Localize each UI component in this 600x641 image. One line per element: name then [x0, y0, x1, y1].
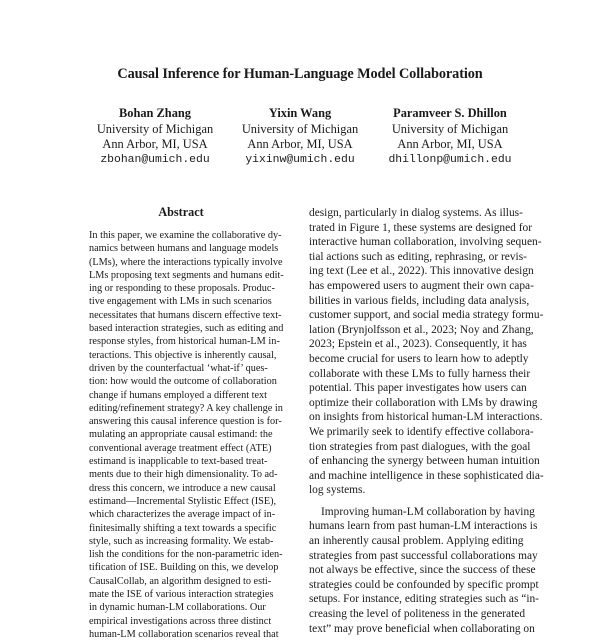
body-line: 2023; Epstein et al., 2023). Consequently, it has	[309, 338, 527, 351]
abstract-line: CausalCollab, an algorithm designed to esti-	[89, 575, 272, 587]
abstract-heading: Abstract	[158, 205, 204, 219]
abstract-line: driven by the counterfactual ‘what-if’ ques-	[89, 362, 268, 374]
body-line: setups. For instance, editing strategies such as “in-	[309, 593, 539, 606]
author-location: Ann Arbor, MI, USA	[102, 137, 208, 151]
abstract-line: style, such as increasing formality. We estab-	[89, 535, 274, 547]
body-line: lation (Brynjolfsson et al., 2023; Noy and Zhang,	[309, 323, 534, 336]
abstract-line: response styles, from historical human-LM in-	[89, 336, 280, 348]
abstract-line: in dynamic human-LM collaborations. Our	[89, 602, 266, 614]
abstract-text	[89, 229, 284, 641]
body-line: text” may prove beneficial when collaborating on	[309, 622, 535, 635]
body-line: creasing the level of politeness in the generated	[309, 608, 526, 621]
body-line: design, particularly in dialog systems. As illus-	[309, 207, 523, 219]
body-line: strategies from past successful collaborations may	[309, 549, 538, 562]
author-name: Yixin Wang	[268, 106, 332, 120]
abstract-line: finitesimally shifting a text towards a specific	[89, 522, 277, 534]
body-line: We primarily seek to identify effective collabora-	[309, 425, 534, 438]
body-line: ing text (Lee et al., 2022). This innovative design	[309, 265, 534, 278]
abstract-line: empirical investigations across three distinct	[89, 615, 272, 627]
author-email[interactable]: yixinw@umich.edu	[245, 153, 355, 166]
body-line: humans learn from past human-LM interactions is	[309, 520, 538, 533]
abstract-line: necessitates that humans discern effective text-	[89, 309, 282, 321]
body-line: of enhancing the synergy between human intuition	[309, 455, 540, 468]
abstract-line: (LMs), where the interactions typically involve	[89, 256, 283, 268]
author-email[interactable]: zbohan@umich.edu	[100, 153, 210, 166]
body-line: tial actions such as editing, rephrasing, or revis-	[309, 250, 527, 263]
abstract-line: lish the conditions for the non-parametric iden-	[89, 549, 283, 561]
abstract-line: ments due to their high dimensionality. To ad-	[89, 469, 278, 481]
abstract-line: which characterizes the average impact of in-	[89, 509, 276, 521]
abstract-line: namics between humans and language models	[89, 243, 279, 255]
author-name: Paramveer S. Dhillon	[393, 106, 507, 120]
author-location: Ann Arbor, MI, USA	[397, 137, 503, 151]
abstract-line: editing/refinement strategy? A key challenge in	[89, 402, 283, 414]
abstract-line: teractions. This objective is inherently causal,	[89, 349, 277, 361]
abstract-line: tive engagement with LMs in such scenarios	[89, 296, 272, 308]
abstract-line: conventional average treatment effect (ATE)	[89, 442, 272, 454]
body-line: trated in Figure 1, these systems are designed for	[309, 221, 533, 234]
body-line: on insights from historical human-LM interactions.	[309, 411, 543, 424]
body-line: potential. This paper investigates how users can	[309, 382, 527, 395]
body-line: and machine intelligence in these sophisticated dia-	[309, 469, 544, 482]
abstract-line: In this paper, we examine the collaborative dy-	[89, 230, 282, 241]
body-line: Improving human-LM collaboration by having	[321, 505, 535, 518]
body-line: interactive human collaboration, involving sequen-	[309, 236, 542, 249]
paragraph-gap	[309, 498, 544, 505]
abstract-line: ing or responding to these proposals. Produc-	[89, 283, 275, 295]
abstract-line: human-LM collaboration scenarios reveal that	[89, 628, 279, 640]
author-name: Bohan Zhang	[119, 106, 191, 120]
body-line: an inherently causal problem. Applying editing	[309, 535, 524, 548]
body-line: strategies could be confounded by specific prompt	[309, 578, 539, 591]
abstract-line: tification of ISE. Building on this, we develop	[89, 562, 279, 574]
abstract-line: dress this concern, we introduce a new causal	[89, 482, 276, 494]
abstract-line: mate the ISE of various interaction strategies	[89, 589, 274, 601]
body-line: log systems.	[309, 484, 366, 497]
body-line: collaborate with these LMs to fully harness their	[309, 367, 531, 380]
abstract-line: based interaction strategies, such as editing and	[89, 323, 284, 335]
abstract-line: mulating an appropriate causal estimand: the	[89, 429, 273, 441]
body-line: not always be effective, since the success of these	[309, 564, 536, 577]
abstract-line: answering this causal inference question is for-	[89, 416, 282, 428]
author-affiliation: University of Michigan	[96, 121, 214, 136]
body-line: tion strategies from past dialogues, with the goal	[309, 440, 531, 453]
author-email[interactable]: dhillonp@umich.edu	[388, 153, 512, 166]
body-line: has empowered users to augment their own capa-	[309, 279, 534, 292]
paper-title: Causal Inference for Human-Language Model Collaboration	[117, 66, 483, 82]
abstract-line: estimand—Incremental Stylistic Effect (ISE),	[89, 495, 277, 507]
abstract-line: estimand is inapplicable to text-based treat-	[89, 456, 268, 468]
body-line: customer support, and social media strategy formu-	[309, 309, 544, 322]
body-line: bilities in various fields, including data analysis,	[309, 294, 530, 307]
body-text	[309, 206, 544, 636]
author-location: Ann Arbor, MI, USA	[247, 137, 353, 151]
author-affiliation: University of Michigan	[391, 121, 509, 136]
author-block	[355, 106, 545, 168]
body-line: optimize their collaboration with LMs by drawing	[309, 396, 538, 409]
body-line: become crucial for users to learn how to adeptly	[309, 352, 529, 365]
abstract-line: LMs proposing text segments and humans edit-	[89, 269, 284, 281]
abstract-line: tion: how would the outcome of collaboration	[89, 376, 277, 388]
abstract-line: change if humans employed a different text	[89, 389, 267, 401]
author-affiliation: University of Michigan	[241, 121, 359, 136]
